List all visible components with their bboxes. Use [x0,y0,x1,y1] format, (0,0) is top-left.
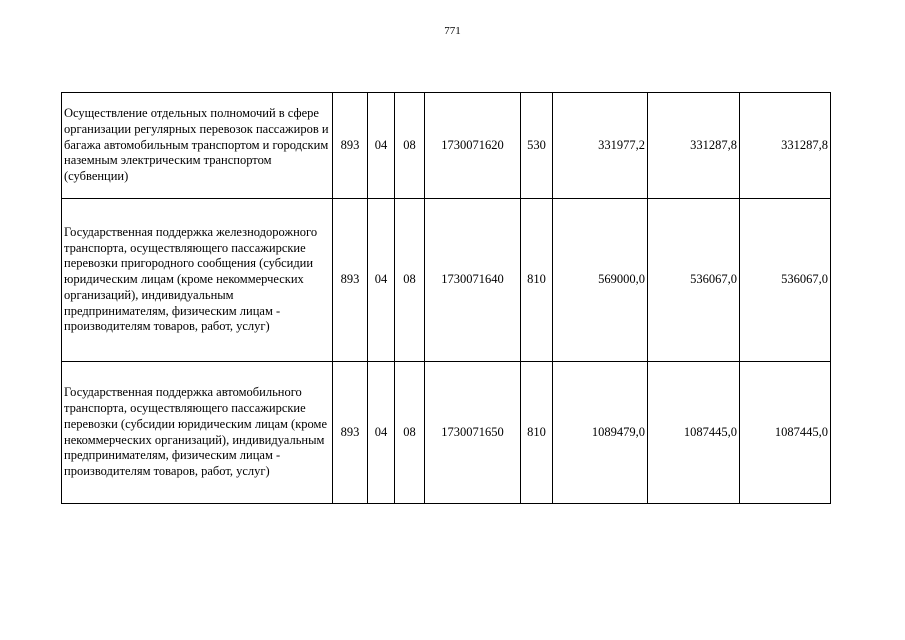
expense-type-code: 810 [521,362,553,504]
amount-1: 569000,0 [553,199,648,362]
amount-3: 1087445,0 [740,362,831,504]
budget-table [61,92,831,504]
target-article-code: 1730071620 [425,93,521,199]
section-code: 04 [368,199,395,362]
amount-2: 331287,8 [648,93,740,199]
amount-2: 536067,0 [648,199,740,362]
amount-1: 1089479,0 [553,362,648,504]
expense-type-code: 810 [521,199,553,362]
amount-3: 331287,8 [740,93,831,199]
row-description: Осуществление отдельных полномочий в сфере организации регулярных перевозок пассажиров и багажа автомобильным транспортом и городским наземным электрическим транспортом (субвенции) [62,93,333,199]
section-code: 04 [368,93,395,199]
subsection-code: 08 [395,93,425,199]
row-description: Государственная поддержка железнодорожного транспорта, осуществляющего пассажирские перевозки пригородного сообщения (субсидии юридическим лицам (кроме некоммерческих организаций), индивидуальным предпринимателям, физическим лицам - производителям товаров, работ, услуг) [62,199,333,362]
subsection-code: 08 [395,199,425,362]
page-number: 771 [444,25,461,37]
table-row [62,199,831,362]
target-article-code: 1730071650 [425,362,521,504]
amount-2: 1087445,0 [648,362,740,504]
expense-type-code: 530 [521,93,553,199]
target-article-code: 1730071640 [425,199,521,362]
table-row [62,362,831,504]
row-description: Государственная поддержка автомобильного транспорта, осуществляющего пассажирские перевозки (субсидии юридическим лицам (кроме некоммерческих организаций), индивидуальным предпринимателям, физическим лицам - производителям товаров, работ, услуг) [62,362,333,504]
ministry-code: 893 [333,199,368,362]
amount-1: 331977,2 [553,93,648,199]
table-row [62,93,831,199]
ministry-code: 893 [333,362,368,504]
amount-3: 536067,0 [740,199,831,362]
subsection-code: 08 [395,362,425,504]
section-code: 04 [368,362,395,504]
ministry-code: 893 [333,93,368,199]
